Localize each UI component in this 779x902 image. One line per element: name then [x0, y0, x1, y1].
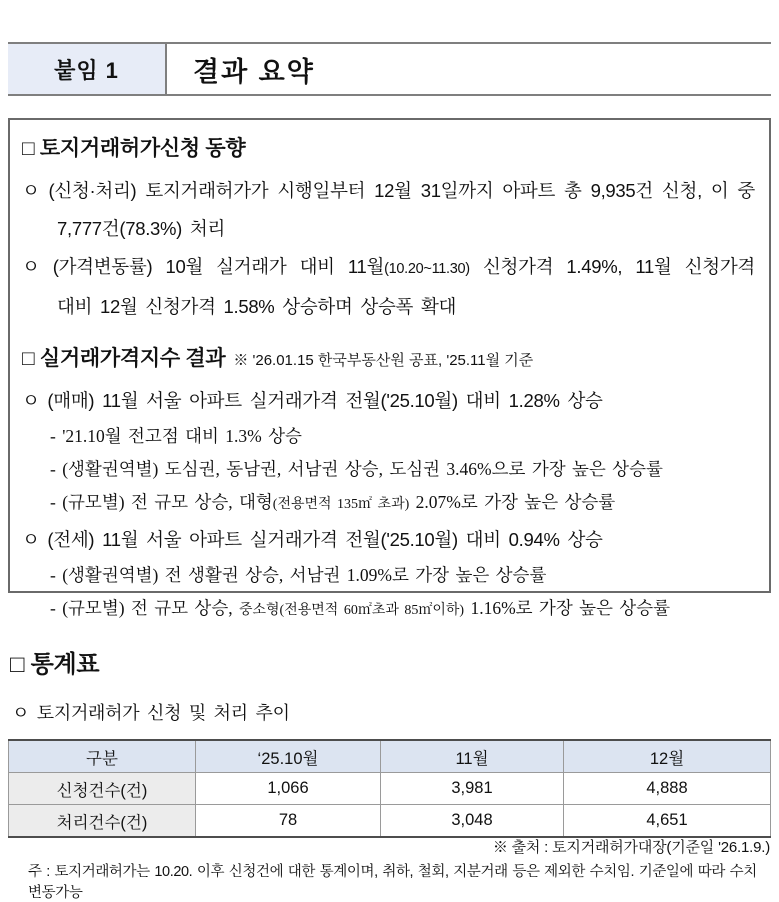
table-source-note: ※ 출처 : 토지거래허가대장(기준일 '26.1.9.) — [492, 839, 770, 856]
processed-dec: 4,651 — [564, 805, 771, 838]
sale-scale-detail: (전용면적 135㎡ 초과) — [272, 497, 410, 512]
sale-lead-line: ㅇ (매매) 11월 서울 아파트 실거래가격 전월('25.10월) 대비 1.28% 상승 — [22, 390, 603, 411]
jeonse-scale-text-b: 1.16%로 가장 높은 상승률 — [464, 598, 671, 618]
stats-table — [8, 739, 771, 838]
table-header-category: 구분 — [9, 740, 196, 773]
row-label-applications: 신청건수(건) — [9, 773, 196, 805]
applications-dec: 4,888 — [564, 773, 771, 805]
sale-sub-area: - (생활권역별) 도심권, 동남권, 서남권 상승, 도심권 3.46%으로 가장 높은 상승률 — [50, 459, 663, 479]
processed-nov: 3,048 — [381, 805, 564, 838]
price-change-period: (10.20~11.30) — [384, 261, 470, 277]
attachment-label: 붙임 1 — [54, 57, 119, 83]
table-header-dec: 12월 — [564, 740, 771, 773]
applications-oct: 1,066 — [196, 773, 381, 805]
table-header-row — [9, 740, 771, 773]
index-heading-note: ※ '26.01.15 한국부동산원 공표, '25.11월 기준 — [233, 352, 534, 369]
sale-sub-peak: - '21.10월 전고점 대비 1.3% 상승 — [50, 426, 302, 446]
jeonse-scale-detail: 중소형(전용면적 60㎡초과 85㎡이하) — [238, 603, 465, 618]
price-change-text-a: ㅇ (가격변동률) 10월 실거래가 대비 11월 — [22, 256, 385, 277]
table-row-processed — [9, 805, 771, 838]
permit-application-line1: ㅇ (신청·처리) 토지거래허가가 시행일부터 12월 31일까지 아파트 총 9,935건 신청, 이 중 — [22, 180, 755, 201]
stats-section-heading: □ 통계표 — [10, 651, 100, 678]
permit-price-change-line2: 대비 12월 신청가격 1.58% 상승하며 상승폭 확대 — [57, 296, 457, 317]
attachment-header — [8, 42, 771, 96]
sale-scale-text-b: 2.07%로 가장 높은 상승률 — [409, 492, 616, 512]
summary-box — [8, 118, 771, 618]
applications-nov: 3,981 — [381, 773, 564, 805]
page-title: 결과 요약 — [193, 56, 315, 87]
attachment-badge — [8, 44, 167, 94]
table-header-nov: 11월 — [381, 740, 564, 773]
permit-application-line2: 7,777건(78.3%) 처리 — [57, 218, 226, 239]
index-heading-text: □ 실거래가격지수 결과 — [22, 347, 226, 370]
processed-oct: 78 — [196, 805, 381, 838]
jeonse-scale-text-a: - (규모별) 전 규모 상승, — [50, 598, 239, 618]
permit-price-change-line1 — [22, 248, 755, 288]
row-label-processed: 처리건수(건) — [9, 805, 196, 838]
table-row-applications — [9, 773, 771, 805]
table-header-oct: ‘25.10월 — [196, 740, 381, 773]
price-change-text-b: 신청가격 1.49%, 11월 신청가격 — [469, 256, 755, 277]
permit-section-heading: □ 토지거래허가신청 동향 — [22, 137, 246, 160]
sale-scale-text-a: - (규모별) 전 규모 상승, 대형 — [50, 492, 273, 512]
index-section-heading — [22, 342, 755, 372]
sale-sub-scale — [22, 486, 755, 521]
table-footnote: 주 : 토지거래허가는 10.20. 이후 신청건에 대한 통계이며, 취하, 철회, 지분거래 등은 제외한 수치임. 기준일에 따라 수치 변동가능 — [28, 864, 757, 901]
jeonse-sub-scale — [22, 592, 755, 627]
stats-subheading: ㅇ 토지거래허가 신청 및 처리 추이 — [12, 703, 290, 723]
jeonse-lead-line: ㅇ (전세) 11월 서울 아파트 실거래가격 전월('25.10월) 대비 0.94% 상승 — [22, 529, 603, 550]
jeonse-sub-area: - (생활권역별) 전 생활권 상승, 서남권 1.09%로 가장 높은 상승률 — [50, 565, 547, 585]
